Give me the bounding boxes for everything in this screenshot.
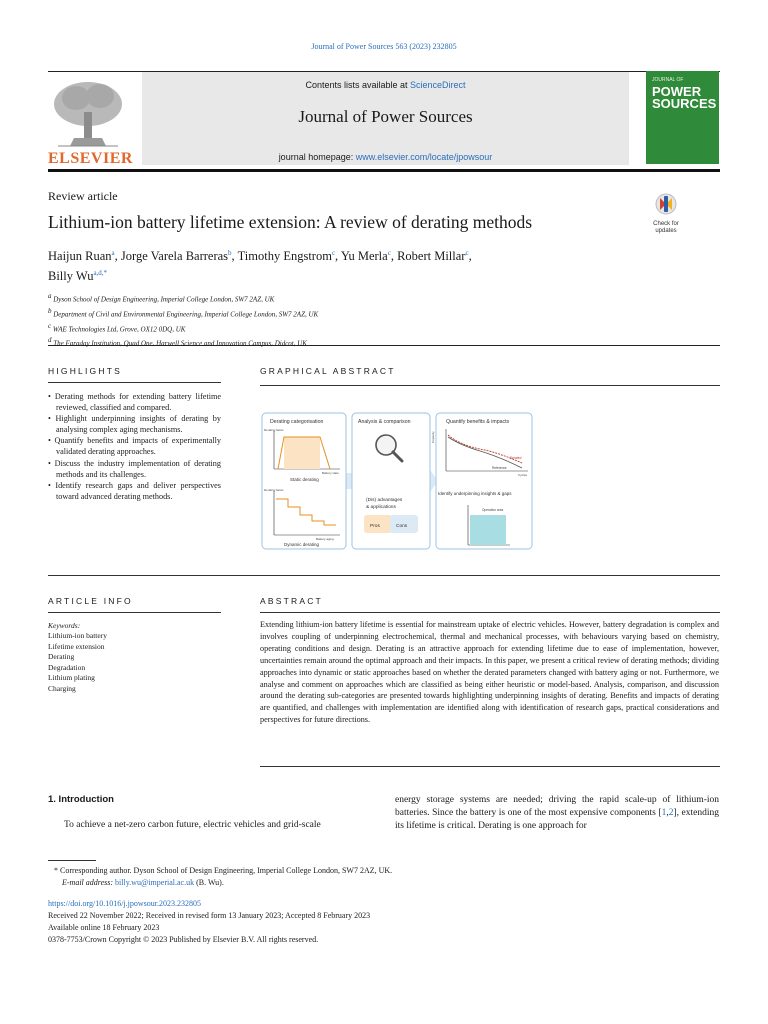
available-online: Available online 18 February 2023 [48, 923, 160, 932]
disadvantages-label: (Dis) advantages [366, 498, 403, 503]
cover-small-text: JOURNAL OF [652, 77, 684, 83]
pros-label: Pros [370, 524, 380, 529]
panel3-capacity: Capacity [431, 431, 435, 443]
intro-right-text-1: energy storage systems are needed; driving the rapid scale-up of lithium-ion batteries. Since the battery is one of the most expensive components [ [395, 795, 719, 819]
abstract-heading: ABSTRACT [260, 596, 323, 606]
citation-separator: , [666, 808, 669, 819]
keyword: Lithium plating [48, 673, 95, 682]
highlights-rule [48, 382, 221, 383]
journal-homepage-line [142, 152, 629, 162]
email-note [48, 877, 392, 889]
affiliations-rule [48, 345, 720, 346]
panel1-battery-aging: Battery aging [316, 537, 334, 541]
author-list: Haijun Ruan$^a$, Jorge Varela Barreras$^b$, Timothy Engstrom$^c$, Yu Merla$^c$, Robert Millar$^c$, Billy $Wu^{a,d,*}$ [48, 249, 472, 284]
panel1-title: Derating categorisation [270, 419, 324, 425]
cover-title [652, 86, 716, 110]
abstract-rule [260, 612, 720, 613]
cover-title-line-2: SOURCES [652, 96, 717, 111]
identify-insights-label: Identify underpinning insights & gaps [438, 491, 512, 496]
corresponding-author-note: * Corresponding author. Dyson School of Design Engineering, Imperial College London, SW7 2AZ, UK. [54, 866, 393, 875]
section-heading-introduction: 1. Introduction [48, 794, 114, 805]
citation-link[interactable]: 1 [661, 808, 667, 819]
graphical-abstract-rule [260, 385, 720, 386]
journal-name: Journal of Power Sources [298, 107, 473, 126]
affiliations [48, 291, 318, 350]
highlights-heading: HIGHLIGHTS [48, 366, 122, 376]
author[interactable]: Haijun Ruan$^a$ [48, 249, 115, 264]
journal-homepage-link[interactable]: www.elsevier.com/locate/jpowsour [355, 152, 493, 162]
affiliation: b Department of Civil and Environmental Engineering, Imperial College London, SW7 2AZ, UK [48, 306, 319, 319]
highlight-item: • Highlight underpinning insights of derating by analysing complex aging mechanisms. [48, 414, 221, 435]
article-title: Lithium-ion battery lifetime extension: A review of derating methods [48, 212, 533, 232]
journal-reference[interactable]: Journal of Power Sources 563 (2023) 232805 [311, 42, 457, 51]
doi-link[interactable]: https://doi.org/10.1016/j.jpowsour.2023.232805 [48, 899, 201, 908]
cover-title-line-1: POWER [652, 84, 702, 99]
author[interactable]: Timothy Engstrom$^c$ [237, 249, 336, 264]
author[interactable]: Jorge Varela Barreras$^b$ [120, 249, 232, 264]
abstract-bottom-rule [260, 766, 720, 767]
operation-area-label: Operation area [482, 508, 504, 512]
check-for-updates-badge[interactable] [646, 192, 686, 232]
elsevier-wordmark: ELSEVIER [48, 150, 133, 167]
email-label: E-mail address: [62, 878, 116, 887]
email-link[interactable]: billy.wu@imperial.ac.uk [115, 878, 195, 887]
article-type: Review article [48, 189, 118, 203]
affiliation: c WAE Technologies Ltd, Grove, OX12 0DQ, UK [48, 321, 186, 333]
static-derating-label: Static derating [290, 477, 319, 482]
header-bottom-rule [48, 169, 720, 172]
panel2-title: Analysis & comparison [358, 419, 411, 425]
highlight-item: • Discuss the industry implementation of derating methods and its challenges. [48, 458, 221, 479]
highlight-item: • Identify research gaps and deliver perspectives toward advanced derating methods. [48, 480, 221, 501]
contents-prefix: Contents lists available at [305, 80, 411, 90]
sciencedirect-link[interactable]: ScienceDirect [410, 80, 466, 90]
citation-link[interactable]: 2 [668, 808, 674, 819]
intro-paragraph-left: To achieve a net-zero carbon future, electric vehicles and grid-scale [64, 820, 321, 830]
affiliation: a Dyson School of Design Engineering, Imperial College London, SW7 2AZ, UK [48, 292, 275, 304]
keywords-list [48, 631, 107, 694]
reference-label: Reference [492, 466, 507, 470]
graphical-abstract-figure [260, 411, 534, 551]
operation-area-shape [470, 515, 506, 545]
panel1-derating-factor-2: Derating factor [264, 488, 284, 492]
highlight-item: • Quantify benefits and impacts of experimentally validated derating approaches. [48, 436, 221, 457]
highlights-list [48, 391, 221, 502]
email-suffix: (B. Wu). [194, 878, 224, 887]
author[interactable]: Robert Millar$^c$ [397, 249, 469, 264]
static-derating-area [284, 437, 320, 469]
panel1-derating-factor: Derating factor [264, 428, 284, 432]
publication-info [48, 898, 370, 946]
copyright: 0378-7753/Crown Copyright © 2023 Published by Elsevier B.V. All rights reserved. [48, 935, 319, 944]
applications-label: & applications [366, 505, 396, 510]
panel3-cycles: Cycles [518, 473, 528, 477]
affiliation: d The Faraday Institution, Quad One, Harwell Science and Innovation Campus, Didcot, UK [48, 336, 307, 348]
crossmark-icon [646, 192, 686, 216]
author[interactable]: Yu Merla$^c$ [340, 249, 391, 264]
graphical-abstract-heading: GRAPHICAL ABSTRACT [260, 366, 396, 376]
abstract-text: Extending lithium-ion battery lifetime is essential for mainstream uptake of electric vehicles. However, battery degradation is complex and involves coupling of underpinning electrochemical, thermal and mechanical processes, with behaviours varying based on chemistry, operating conditions and design. Derating is an attractive approach for extending lifetime due to ease of implementation, however, uncertainties remain around the optimal approach and their impacts. In this paper, we present a critical review of derating methods; dividing approaches into dynamic or static approaches based on whether the derated parameters changed with battery aging or not. Furthermore, we analyse and comment on approaches which are classified as being either heuristic or model-based. Analysis, comparison, and discussion around the derating sub-categories are presented towards highlighting underpinning insights of derating. Benefits and impacts of derating are quantified, and challenges with implementation are identified along with identification of research gaps, practical considerations and perspectives for future directions. [260, 620, 719, 725]
footnotes [48, 865, 392, 889]
keyword: Derating [48, 652, 75, 661]
graphical-abstract-bottom-rule [48, 575, 720, 576]
highlight-item: • Derating methods for extending battery lifetime reviewed, classified and compared. [48, 392, 221, 413]
homepage-prefix: journal homepage: [278, 152, 356, 162]
article-info-rule [48, 612, 221, 613]
keyword: Degradation [48, 662, 86, 672]
keyword: Charging [48, 683, 76, 693]
intro-right-text-2: ], extending its lifetime is critical. Derating is one approach for [395, 808, 719, 832]
contents-line [142, 80, 629, 90]
crossmark-text-1: Check for [653, 221, 679, 227]
keywords-label: Keywords: [48, 621, 81, 630]
derated-label: Derated [510, 456, 522, 460]
article-info-heading: ARTICLE INFO [48, 596, 133, 606]
crossmark-text-2: updates [655, 228, 677, 234]
panel1-battery-state: Battery state [322, 471, 339, 475]
panel3-title: Quantify benefits & impacts [446, 419, 510, 425]
keyword: Lifetime extension [48, 641, 105, 651]
intro-paragraph-right [395, 794, 719, 833]
author[interactable]: Billy $Wu^{a,d,*}$ [48, 269, 108, 284]
received-dates: Received 22 November 2022; Received in revised form 13 January 2023; Accepted 8 February 2023 [48, 911, 371, 920]
footnote-rule [48, 860, 96, 861]
keyword: Lithium-ion battery [48, 631, 107, 640]
dynamic-derating-label: Dynamic derating [284, 542, 320, 547]
cons-label: Cons [396, 524, 408, 529]
